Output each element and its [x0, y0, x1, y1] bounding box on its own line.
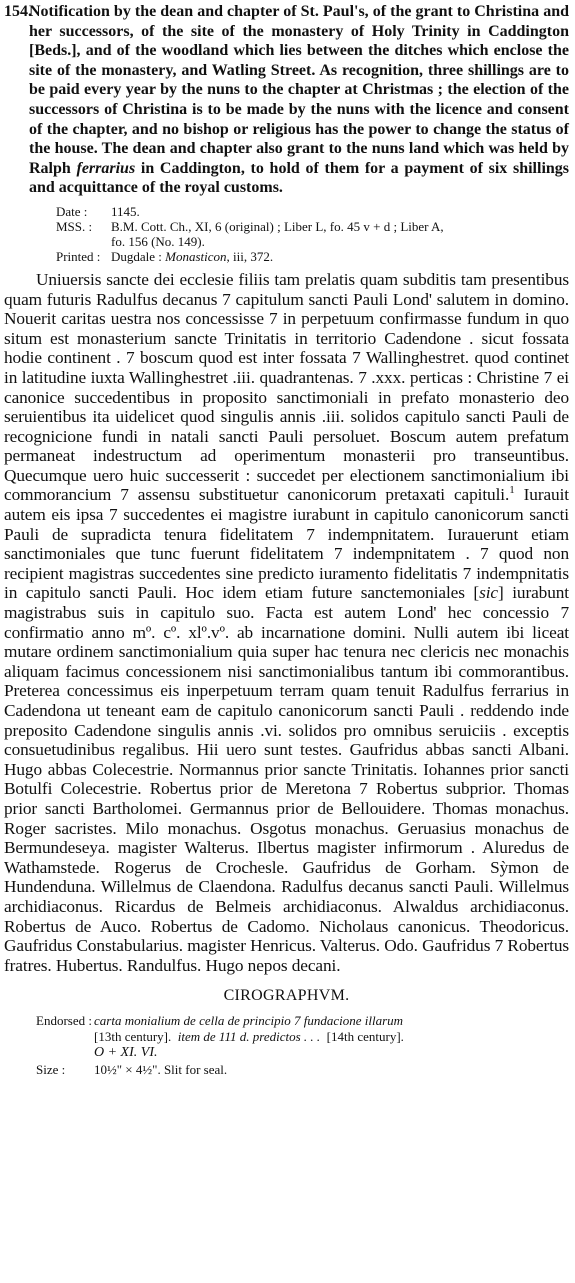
- endorsed-text-1: carta monialium de cella de principio 7 fundacione illarum: [94, 1013, 404, 1029]
- endorsed-row: [36, 1013, 569, 1029]
- metadata-block: [56, 204, 569, 264]
- century-14: [14th century].: [326, 1029, 404, 1045]
- cirographum-heading: CIROGRAPHVM.: [223, 987, 350, 1005]
- printed-pre: Dugdale :: [111, 248, 166, 264]
- entry-summary: [29, 2, 569, 198]
- latin-part-1: Uniuersis sancte dei ecclesie filiis tam prelatis quam subditis tam presentibus quam futuris Radulfus decanus 7 capitulum sancti Pauli Lond' salutem in domino. Nouerit caritas uestra nos concessisse 7 in perpetuum confirmasse fundum in quo situm est monasterium sancte Trinitatis in territorio Cadendone . sicut fossata hodie continent . 7 boscum quod est inter fossata 7 Wallinghestret. quod continet in latitudine iuxta Wallinghestret .iii. quadrantenas. 7 .xxx. perticas : Christine 7 ei canonice succedentibus in proposito sanctimoniali in prefato monasterio deo seruientibus ita uidelicet quod singulis annis .iii. solidos capitulo sancti Pauli de recognicione fundi in natali sancti Pauli persoluet. Boscum autem prefatum permaneat indestructum ad operimentum monasterii pro transeuntibus. Quecumque uero huic successerit : succedet per electionem sanctimonialium ibi commorancium 7 assensu substituetur canonicorum pretaxati capituli.: [4, 269, 569, 505]
- endorsed-line-2: [36, 1029, 569, 1045]
- printed-value: [111, 249, 273, 264]
- footnote-mark: 1: [509, 484, 515, 497]
- summary-text-a: Notification by the dean and chapter of St. Paul's, of the grant to Christina and her successors, of the site of the monastery of Holy Trinity in Caddington [Beds.], and of the woodland which lies between the ditches which enclose the site of the monastery, and Watling Street. As recognition, three shillings are to be paid every year by the nuns to the chapter at Christmas ; the election of the successors of Christina is to be made by the nuns with the licence and consent of the chapter, and no bishop or religious has the power to change the status of the house. The dean and chapter also grant to the nuns land which was held by Ralph: [29, 3, 569, 177]
- size-label: Size :: [36, 1062, 66, 1078]
- printed-italic: Monasticon: [165, 248, 227, 264]
- mss-label: MSS. :: [56, 218, 93, 234]
- printed-row: [56, 249, 569, 264]
- printed-label: Printed :: [56, 248, 101, 264]
- latin-part-2: Iurauit autem eis ipsa 7 succedentes ei magistre iurabunt in capitulo canonicorum sancti Pauli de supradicta tenura fidelitatem 7 indempnitatem. Iurauerunt etiam sanctimoniales que tunc fuerunt fidelitatem 7 indempnitatem . 7 quod non recipient magistras succedentes sine predicto iuramento fidelitatis 7 indempnitatis in capitulo sancti Pauli. Hoc idem etiam future sanctemoniales [: [4, 485, 569, 603]
- size-value: 10½" × 4½". Slit for seal.: [94, 1062, 228, 1078]
- mss-row: [56, 219, 569, 234]
- printed-post: , iii, 372.: [226, 248, 274, 264]
- endorsed-label: Endorsed :: [36, 1013, 92, 1029]
- date-row: [56, 204, 569, 219]
- press-mark: O + XI. VI.: [94, 1045, 158, 1061]
- latin-part-3: ] iurabunt magistrabus suis in capitulo suo. Facta est autem Lond' hec concessio 7 confirmatio anno mº. cº. xlº.vº. ab incarnatione domini. Nulli autem ibi liceat mutare ordinem sanctimonialium quia super hac tenura nec clericis nec monachis aliquam facimus concessionem nisi sanctimonialibus tantum ibi commorantibus. Preterea concessimus eis inperpetuum terram quam tenuit Radulfus ferrarius in Cadendona ut teneant eam de capitulo canonicorum sancti Pauli . reddendo inde preposito Cadendone singulis annis .vi. solidos pro omnibus seruiciis . exceptis consuetudinibus regalibus. Hii uero sunt testes. Gaufridus abbas sancti Albani. Hugo abbas Colecestrie. Normannus prior sancte Trinitatis. Iohannes prior sancti Botulfi Colecestrie. Robertus prior de Meretona 7 Robertus subprior. Thomas prior sancti Bartholomei. Germannus prior de Bellouidere. Thomas monachus. Roger sacristes. Milo monachus. Osgotus monachus. Geruasius monachus de Bermundeseya. magister Walterus. Ilbertus magister infirmorum . Aluredus de Wathamstede. Rogerus de Crochesle. Gaufridus de Gorham. Sỳmon de Hundenduna. Willelmus de Claendona. Radulfus decanus sancti Pauli. Willelmus archidiaconus. Ricardus de Belmeis archidiaconus. Alwaldus archidiaconus. Robertus de Auco. Robertus de Cadomo. Nicholaus canonicus. Theodoricus. Gaufridus Constabularius. magister Henricus. Valterus. Odo. Gaufridus 7 Robertus fratres. Hubertus. Randulfus. Hugo nepos decani.: [4, 583, 570, 975]
- endorsement-block: [36, 1013, 569, 1078]
- date-value: 1145.: [111, 203, 140, 219]
- century-13: [13th century].: [94, 1029, 172, 1045]
- date-label: Date :: [56, 203, 88, 219]
- mss-line-2: fo. 156 (No. 149).: [111, 233, 205, 249]
- mss-line-1: B.M. Cott. Ch., XI, 6 (original) ; Liber L, fo. 45 v + d ; Liber A,: [111, 218, 444, 234]
- document-entry: [4, 2, 569, 198]
- endorsed-text-2: item de 111 d. predictos . . .: [177, 1029, 321, 1045]
- latin-charter-text: [4, 270, 569, 975]
- summary-text-b: in Caddington, to hold of them for a payment of six shillings and acquittance of the royal customs.: [29, 159, 570, 197]
- summary-italic: ferrarius: [76, 159, 136, 177]
- sic-italic: sic: [479, 583, 498, 603]
- entry-number: 154.: [4, 3, 32, 20]
- size-row: [36, 1062, 569, 1078]
